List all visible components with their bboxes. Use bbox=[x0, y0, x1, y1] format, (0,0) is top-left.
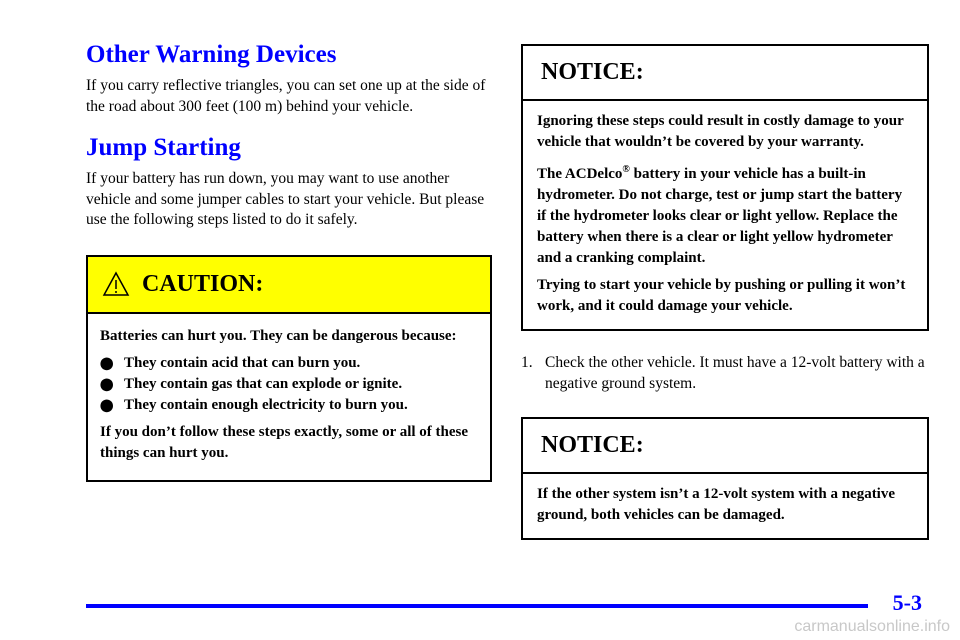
footer-rule bbox=[86, 604, 868, 608]
notice-para-2: The ACDelco® battery in your vehicle has a built-in hydrometer. Do not charge, test or jump start the battery if the hydrometer looks clear or light yellow. Replace the battery when there is a clear or light yellow hydrometer and a cranking complaint. bbox=[537, 164, 903, 266]
jump-starting-text: If your battery has run down, you may want to use another vehicle and some jumper cables to start your vehicle. But please use the following steps listed to do it safely. bbox=[86, 170, 485, 228]
caution-body bbox=[88, 314, 490, 480]
notice-body-1 bbox=[523, 101, 927, 329]
caution-box bbox=[86, 255, 492, 482]
caution-intro: Batteries can hurt you. They can be dangerous because: bbox=[100, 327, 457, 344]
list-item: ⬤ They contain acid that can burn you. bbox=[100, 353, 478, 374]
title-other-warning-devices: Other Warning Devices bbox=[86, 41, 337, 68]
notice-heading-2: NOTICE: bbox=[541, 432, 644, 458]
notice-para-1: Ignoring these steps could result in costly damage to your vehicle that wouldn’t be covered by your warranty. bbox=[537, 113, 904, 150]
caution-header bbox=[88, 257, 490, 314]
notice-header-1 bbox=[523, 46, 927, 101]
caution-list bbox=[100, 353, 478, 416]
list-item: ⬤ They contain gas that can explode or ignite. bbox=[100, 374, 478, 395]
caution-closing: If you don’t follow these steps exactly, some or all of these things can hurt you. bbox=[100, 423, 469, 461]
list-item: ⬤ They contain enough electricity to burn you. bbox=[100, 395, 478, 416]
registered-mark: ® bbox=[622, 164, 630, 175]
step-1 bbox=[521, 353, 929, 394]
notice-header-2 bbox=[523, 419, 927, 474]
right-column bbox=[521, 44, 929, 540]
bullet-icon: ⬤ bbox=[100, 376, 114, 391]
caution-heading: CAUTION: bbox=[142, 270, 264, 297]
bullet-icon: ⬤ bbox=[100, 355, 114, 370]
step-number: 1. bbox=[521, 354, 533, 371]
watermark: carmanualsonline.info bbox=[794, 618, 950, 635]
other-warning-text: If you carry reflective triangles, you can set one up at the side of the road about 300 feet (100 m) behind your vehicle. bbox=[86, 77, 486, 115]
warning-triangle-icon bbox=[102, 271, 130, 297]
notice-text-2: If the other system isn’t a 12-volt system with a negative ground, both vehicles can be damaged. bbox=[537, 486, 896, 523]
notice-body-2 bbox=[523, 474, 927, 538]
left-column bbox=[86, 38, 490, 482]
title-jump-starting: Jump Starting bbox=[86, 134, 241, 161]
page-number: 5-3 bbox=[892, 590, 922, 615]
notice-para-3: Trying to start your vehicle by pushing or pulling it won’t work, and it could damage your vehicle. bbox=[537, 277, 906, 314]
notice-box-1 bbox=[521, 44, 929, 331]
notice-box-2 bbox=[521, 417, 929, 540]
notice-heading-1: NOTICE: bbox=[541, 59, 644, 85]
bullet-icon: ⬤ bbox=[100, 397, 114, 412]
step-text: Check the other vehicle. It must have a 12-volt battery with a negative ground system. bbox=[545, 354, 925, 392]
